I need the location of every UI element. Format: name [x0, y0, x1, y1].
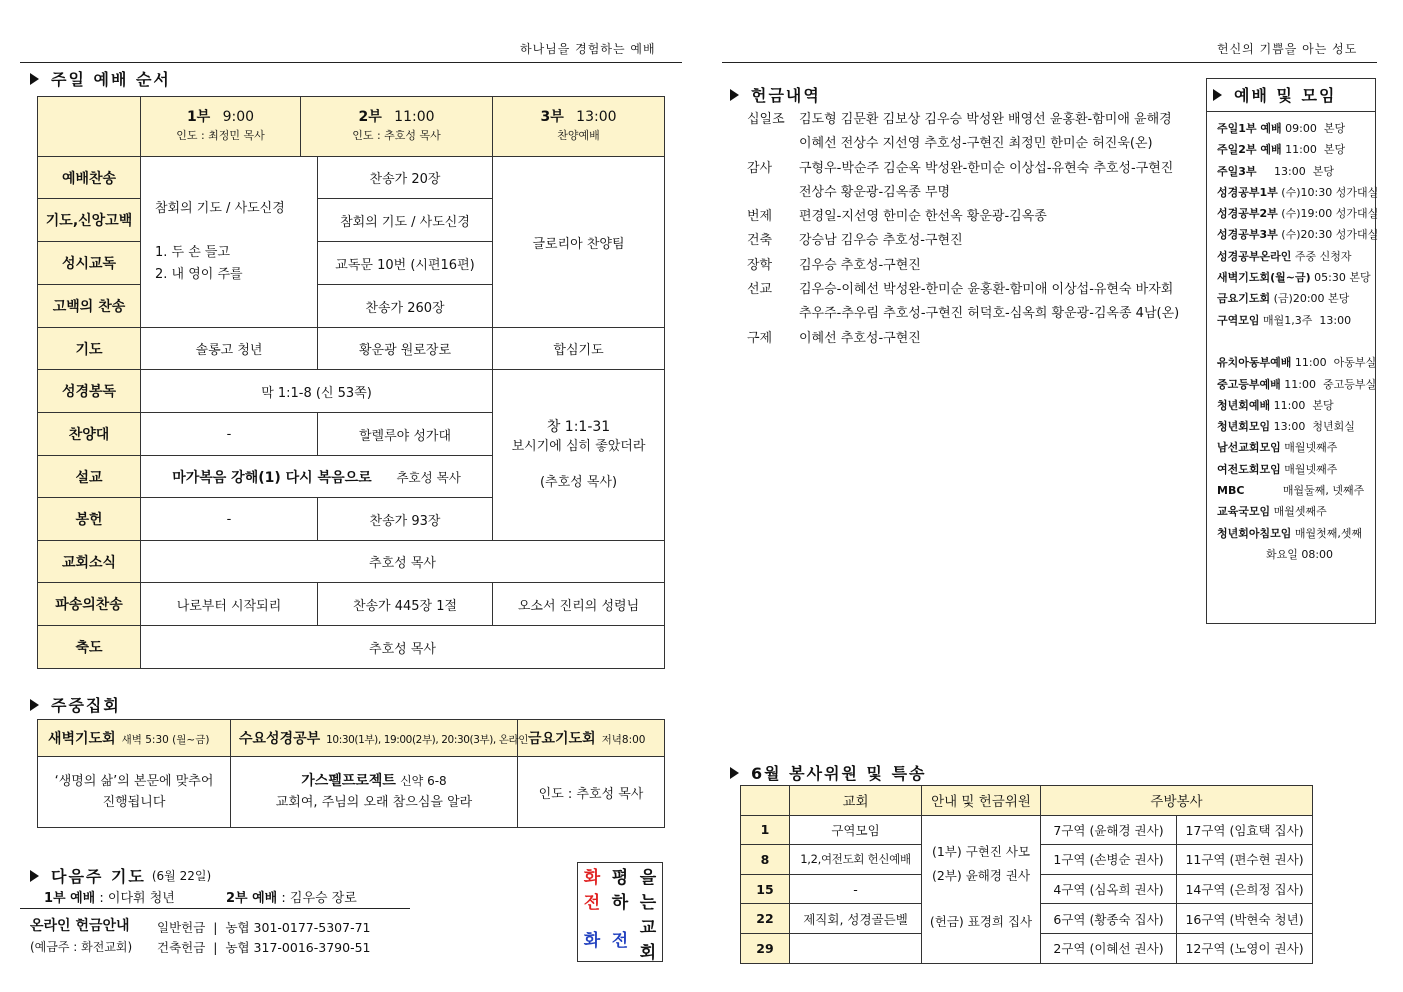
section-title-next-prayer [30, 864, 211, 887]
row-label-confession-hymn: 고백의 찬송 [38, 285, 141, 328]
logo-char: 을 [639, 868, 657, 888]
meeting-detail: 화요일 08:00 [1217, 547, 1334, 561]
s1-choir-cell: - [141, 413, 318, 456]
meeting-name: 주일2부 예배 [1217, 143, 1282, 157]
row-label-benediction: 축도 [38, 626, 141, 669]
meeting-item [1217, 480, 1375, 501]
fri-desc: 인도 : 추호성 목사 [518, 757, 665, 828]
donation-label: 장학 [747, 257, 773, 273]
meeting-item [1217, 395, 1375, 416]
meeting-detail: 매월셋째주 [1273, 505, 1327, 519]
meeting-name: 주일1부 예배 [1217, 122, 1282, 135]
donation-names: 구형우-박순주 김순옥 박성완-한미순 이상섭-유현숙 추호성-구현진 [799, 160, 1174, 176]
service-3-header: 3부 13:00 찬양예배 [493, 97, 665, 157]
table-row: 1 구역모임 (1부) 구현진 사모 (2부) 윤해경 권사 (헌금) 표경희 집사 7구역 (윤해경 권사) 17구역 (임효택 집사) [741, 815, 1313, 845]
meeting-detail: (수)19:00 성가대실 [1281, 207, 1379, 221]
donation-list [747, 108, 1197, 351]
meeting-name: 새벽기도회(월~금) [1217, 271, 1311, 285]
donation-names: 추우주-추우림 추호성-구현진 허덕호-심옥희 황운광-김옥종 4남(온) [799, 306, 1180, 322]
logo-char: 평 [611, 868, 629, 888]
meeting-item [1217, 246, 1375, 267]
meeting-name: 금요기도회 [1217, 292, 1271, 306]
logo-char: 하 [611, 893, 629, 913]
row-label-news: 교회소식 [38, 541, 141, 583]
shared-scripture-cell: 막 1:1-8 (신 53쪽) [141, 370, 493, 413]
meeting-name: 청년회예배 [1217, 398, 1271, 412]
meeting-item [1217, 139, 1375, 160]
s2-hymn-cell: 찬송가 260장 [318, 285, 493, 328]
triangle-bullet-icon [30, 73, 39, 85]
section-title-donations-text: 헌금내역 [751, 86, 821, 105]
section-title-donations [730, 83, 821, 106]
donation-row [747, 157, 1197, 181]
donation-label: 선교 [747, 282, 773, 298]
s2-offering-cell: 찬송가 93장 [318, 498, 493, 541]
donation-names: 전상수 황운광-김옥종 무명 [799, 184, 951, 200]
meeting-detail: 매월1,3주 13:00 [1263, 313, 1352, 327]
s1-prayer-cell: 솔롱고 청년 [141, 328, 318, 370]
meeting-name: 청년회모임 [1217, 420, 1271, 434]
section-title-june [730, 761, 927, 784]
row-label-praise: 예배찬송 [38, 157, 141, 199]
wed-desc: 가스펠프로젝트 신약 6-8 교회여, 주님의 오래 참으심을 알라 [231, 757, 518, 828]
donation-names: 김우승 추호성-구현진 [799, 257, 921, 273]
meeting-detail: 매월둘째, 넷째주 [1247, 484, 1365, 498]
meeting-detail: 11:00 본당 [1273, 398, 1334, 412]
donation-label: 구제 [747, 330, 773, 346]
dawn-desc: ‘생명의 삶’의 본문에 맞추어 진행됩니다 [38, 757, 231, 828]
section-title-sunday-text: 주일 예배 순서 [51, 70, 171, 89]
s3-sending-cell: 오소서 진리의 성령님 [493, 583, 665, 626]
sunday-worship-table [37, 96, 665, 669]
meeting-detail: 13:00 본당 [1260, 164, 1334, 178]
row-label-prayer: 기도 [38, 328, 141, 370]
online-offering-holder: (예금주 : 화전교회) [30, 940, 133, 954]
logo-char: 는 [639, 893, 657, 913]
donation-label: 감사 [747, 160, 773, 176]
meeting-item [1217, 203, 1379, 224]
dawn-header: 새벽기도회 새벽 5:30 (월~금) [38, 720, 231, 757]
meeting-name: 성경공부3부 [1217, 228, 1278, 242]
row-label-choir: 찬양대 [38, 413, 141, 456]
meeting-detail: 매월넷째주 [1284, 462, 1338, 476]
meeting-item [1217, 182, 1379, 203]
meeting-name: 주일3부 [1217, 164, 1257, 178]
meeting-name: 청년회아침모임 [1217, 526, 1292, 540]
section-title-june-text: 6월 봉사위원 및 특송 [751, 764, 927, 783]
meeting-detail: 11:00 아동부실 [1294, 356, 1377, 370]
meeting-item [1217, 310, 1375, 331]
donation-names: 이혜선 추호성-구현진 [799, 330, 921, 346]
s2-choir-cell: 할렐루야 성가대 [318, 413, 493, 456]
meeting-name: 중고등부예배 [1217, 377, 1281, 391]
donation-row [747, 181, 1197, 205]
next-prayer-s2: 2부 예배 : 김우승 장로 [226, 891, 357, 906]
meeting-name: 교육국모임 [1217, 505, 1271, 519]
meeting-item [1217, 267, 1375, 288]
table-row: 29 2구역 (이혜선 권사) 12구역 (노영이 권사) [741, 933, 1313, 963]
table-corner [38, 97, 141, 157]
logo-char: 전 [583, 893, 601, 913]
meeting-item [1217, 161, 1375, 182]
meeting-detail: 11:00 본당 [1285, 143, 1346, 157]
triangle-bullet-icon [30, 699, 39, 711]
donation-row [747, 302, 1197, 326]
meeting-detail: (수)20:30 성가대실 [1281, 228, 1379, 242]
row-label-reading: 성시교독 [38, 242, 141, 285]
fri-header: 금요기도회 저녁8:00 [518, 720, 665, 757]
online-offering-title: 온라인 헌금안내 [30, 918, 130, 934]
june-header-kitchen: 주방봉사 [1041, 786, 1313, 816]
june-header-usher: 안내 및 헌금위원 [922, 786, 1041, 816]
row-label-scripture: 성경봉독 [38, 370, 141, 413]
donation-row [747, 229, 1197, 253]
table-row: 22 제직회, 성경골든벨 6구역 (황종숙 집사) 16구역 (박현숙 청년) [741, 904, 1313, 934]
meeting-item [1217, 374, 1375, 395]
donation-names: 편경일-지선영 한미순 한선옥 황운광-김옥종 [799, 209, 1047, 225]
table-row: 15 - 4구역 (심옥희 권사) 14구역 (은희정 집사) [741, 874, 1313, 904]
row-label-sermon: 설교 [38, 456, 141, 498]
building-offering-line: 건축헌금 | 농협 317-0016-3790-51 [157, 940, 371, 955]
divider-line [20, 908, 410, 909]
meeting-item [1217, 288, 1375, 309]
meeting-name: 여전도회모임 [1217, 462, 1281, 476]
row-label-prayer-creed: 기도,신앙고백 [38, 199, 141, 242]
meeting-name: 성경공부1부 [1217, 185, 1278, 199]
s2-reading-cell: 교독문 10번 (시편16편) [318, 242, 493, 285]
general-offering-line: 일반헌금 | 농협 301-0177-5307-71 [157, 920, 371, 935]
meeting-item [1217, 459, 1375, 480]
june-corner [741, 786, 790, 816]
triangle-bullet-icon [30, 870, 39, 882]
meeting-item [1217, 118, 1375, 139]
table-row: 8 1,2,여전도회 헌신예배 1구역 (손병순 권사) 11구역 (편수현 권사) [741, 845, 1313, 875]
s3-praise-cell: 글로리아 찬양팀 [493, 157, 665, 328]
meeting-name: 구역모임 [1217, 313, 1260, 327]
meeting-item [1217, 352, 1375, 373]
triangle-bullet-icon [730, 89, 739, 101]
usher-cell: (1부) 구현진 사모 (2부) 윤해경 권사 (헌금) 표경희 집사 [922, 815, 1041, 963]
s1-sending-cell: 나로부터 시작되리 [141, 583, 318, 626]
logo-char: 전 [611, 930, 629, 951]
triangle-bullet-icon [1213, 89, 1222, 101]
weekday-table [37, 719, 665, 828]
header-right-text: 헌신의 기쁨을 아는 성도 [1217, 42, 1358, 56]
donation-label: 십일조 [747, 112, 785, 127]
meeting-item [1217, 501, 1375, 522]
s3-prayer-cell: 합심기도 [493, 328, 665, 370]
donation-row [747, 278, 1197, 302]
s3-sermon-cell: 창 1:1-31 보시기에 심히 좋았더라 (추호성 목사) [493, 370, 665, 541]
next-prayer-s1: 1부 예배 : 이다휘 청년 [44, 891, 175, 906]
meeting-detail: 13:00 청년회실 [1273, 420, 1355, 434]
section-title-next-prayer-text: 다음주 기도 [51, 867, 146, 886]
donation-row [747, 254, 1197, 278]
donation-label: 번제 [747, 209, 773, 225]
header-left-line [20, 62, 682, 63]
donation-names: 김도형 김문환 김보상 김우승 박성완 배영선 윤홍환-함미애 윤해경 [799, 112, 1172, 127]
header-right-line [722, 62, 1377, 63]
s2-sending-cell: 찬송가 445장 1절 [318, 583, 493, 626]
s2-prayer-cell: 황운광 원로장로 [318, 328, 493, 370]
section-title-weekday [30, 693, 121, 716]
meeting-list [1207, 112, 1379, 565]
meeting-item [1217, 331, 1375, 352]
donation-row [747, 132, 1197, 156]
s1-offering-cell: - [141, 498, 318, 541]
donation-names: 이혜선 전상수 지선영 추호성-구현진 최정민 한미순 허진욱(온) [799, 136, 1153, 152]
meeting-detail: 09:00 본당 [1285, 122, 1346, 135]
donation-label [747, 181, 799, 205]
donation-label [747, 302, 799, 326]
meeting-item [1217, 416, 1375, 437]
meeting-detail: 11:00 중고등부실 [1284, 377, 1377, 391]
meeting-name: 성경공부2부 [1217, 207, 1278, 221]
meetings-box [1206, 78, 1379, 624]
s2-praise-cell: 찬송가 20장 [318, 157, 493, 199]
shared-benediction-cell: 추호성 목사 [141, 626, 665, 669]
meeting-detail: 주중 신청자 [1294, 249, 1352, 263]
row-label-sending-hymn: 파송의찬송 [38, 583, 141, 626]
logo-char: 화 [583, 930, 601, 951]
shared-sermon-cell: 마가복음 강해(1) 다시 복음으로 추호성 목사 [141, 456, 493, 498]
meeting-detail: (금)20:00 본당 [1273, 292, 1350, 306]
church-logo-box [577, 862, 663, 962]
s1-creed-cell: 참회의 기도 / 사도신경 1. 두 손 들고 2. 내 영이 주를 [141, 157, 318, 328]
meetings-title: 예배 및 모임 [1213, 83, 1375, 106]
meeting-name: 성경공부온라인 [1217, 249, 1292, 263]
meeting-item [1217, 523, 1375, 544]
shared-news-cell: 추호성 목사 [141, 541, 665, 583]
donation-row [747, 205, 1197, 229]
next-prayer-date: (6월 22일) [151, 869, 212, 883]
donation-label [747, 132, 799, 156]
meeting-name: 유치아동부예배 [1217, 356, 1292, 370]
donation-row [747, 327, 1197, 351]
logo-char: 교회 [639, 918, 657, 963]
service-2-header: 2부 11:00 인도 : 추호성 목사 [301, 97, 493, 157]
donation-names: 강승남 김우승 추호성-구현진 [799, 233, 963, 249]
s2-creed-cell: 참회의 기도 / 사도신경 [318, 199, 493, 242]
donation-label: 건축 [747, 233, 773, 249]
row-label-offering: 봉헌 [38, 498, 141, 541]
meeting-name: MBC [1217, 484, 1245, 498]
donation-names: 김우승-이혜선 박성완-한미순 윤홍환-함미애 이상섭-유현숙 바자회 [799, 282, 1174, 298]
service-1-header: 1부 9:00 인도 : 최정민 목사 [141, 97, 301, 157]
meeting-item [1217, 437, 1375, 458]
header-left-text: 하나님을 경험하는 예배 [520, 42, 656, 56]
meeting-detail: (수)10:30 성가대실 [1281, 185, 1379, 199]
triangle-bullet-icon [730, 767, 739, 779]
wed-header: 수요성경공부 10:30(1부), 19:00(2부), 20:30(3부), 온라인 [231, 720, 518, 757]
meeting-item [1217, 544, 1375, 565]
june-header-church: 교회 [790, 786, 922, 816]
meeting-item [1217, 224, 1379, 245]
section-title-sunday [30, 67, 171, 90]
meeting-detail: 매월넷째주 [1284, 441, 1338, 455]
meeting-detail: 05:30 본당 [1314, 271, 1371, 285]
june-volunteer-table [740, 785, 1313, 964]
meeting-name: 남선교회모임 [1217, 441, 1281, 455]
donation-row [747, 108, 1197, 132]
logo-char: 화 [583, 868, 601, 888]
section-title-weekday-text: 주중집회 [51, 696, 121, 715]
meeting-detail: 매월첫째,셋째 [1294, 526, 1363, 540]
